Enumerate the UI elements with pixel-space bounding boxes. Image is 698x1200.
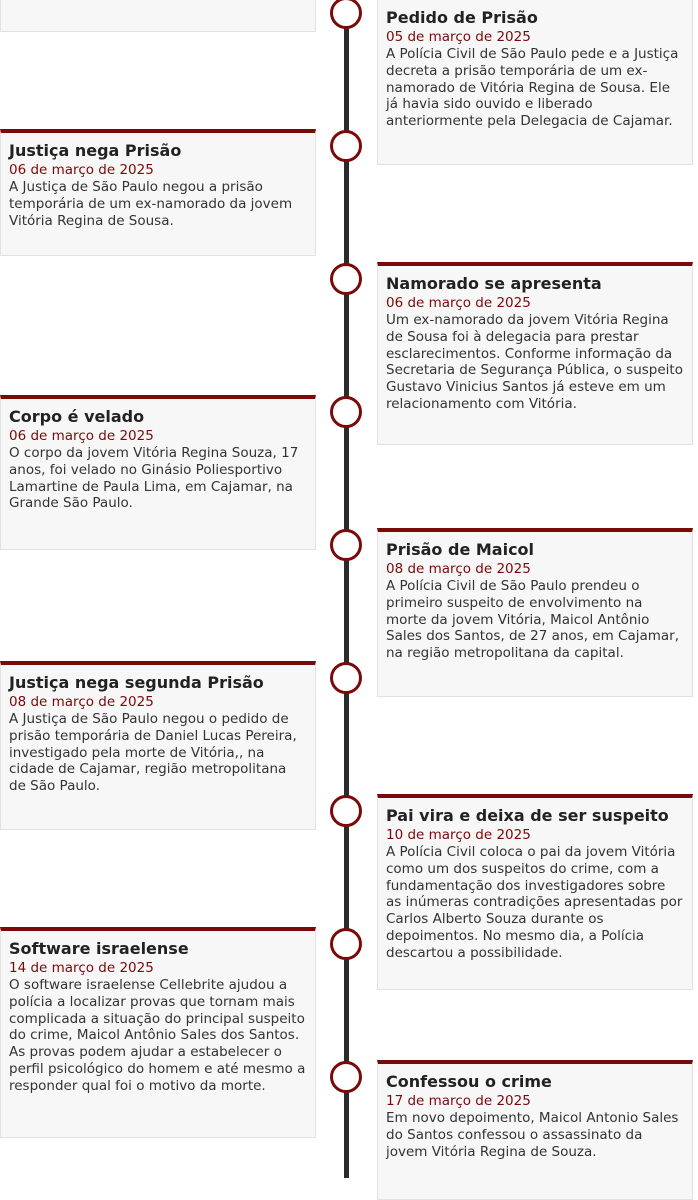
timeline-card: [377, 1060, 693, 1200]
event-text: A Polícia Civil coloca o pai da jovem Vitória como um dos suspeitos do crime, com a fundamentação dos investigadores sobre as inúmeras contradições apresentadas por Carlos Alberto Souza durante os depoimentos. No mesmo dia, a Polícia descartou a possibilidade.: [386, 844, 683, 961]
timeline-card: [0, 129, 316, 256]
timeline-node: [330, 263, 362, 295]
event-date: 06 de março de 2025: [9, 162, 154, 178]
event-title: Corpo é velado: [9, 407, 145, 426]
timeline-node: [330, 130, 362, 162]
timeline-card: [377, 794, 693, 990]
timeline-card: [0, 661, 316, 830]
timeline-card: [377, 0, 693, 165]
event-title: Namorado se apresenta: [386, 274, 602, 293]
event-text: O corpo da jovem Vitória Regina Souza, 17 anos, foi velado no Ginásio Poliesportivo Lamartine de Paula Lima, em Cajamar, na Grande São Paulo.: [9, 445, 299, 512]
event-title: Prisão de Maicol: [386, 540, 535, 559]
timeline-node: [330, 529, 362, 561]
event-date: 14 de março de 2025: [9, 960, 154, 976]
event-date: 10 de março de 2025: [386, 827, 531, 843]
timeline-card: [377, 528, 693, 697]
event-date: 08 de março de 2025: [9, 694, 154, 710]
timeline-node: [330, 795, 362, 827]
timeline-card: [377, 262, 693, 445]
event-title: Confessou o crime: [386, 1072, 552, 1091]
timeline-node: [330, 662, 362, 694]
event-title: Pedido de Prisão: [386, 8, 538, 27]
event-title: Software israelense: [9, 939, 189, 958]
event-text: A Polícia Civil de São Paulo pede e a Justiça decreta a prisão temporária de um ex-namorado de Vitória Regina de Sousa. Ele já havia sido ouvido e liberado anteriormente pela Delegacia de Cajamar.: [386, 46, 679, 130]
event-date: 06 de março de 2025: [9, 428, 154, 444]
event-date: 05 de março de 2025: [386, 29, 531, 45]
event-text: Um ex-namorado da jovem Vitória Regina de Sousa foi à delegacia para prestar esclarecimentos. Conforme informação da Secretaria de Segurança Pública, o suspeito Gustavo Vinicius Santos já esteve em um relacionamento com Vitória.: [386, 312, 683, 412]
event-date: 17 de março de 2025: [386, 1093, 531, 1109]
timeline-card: [0, 927, 316, 1138]
timeline-node: [330, 928, 362, 960]
event-text: A Justiça de São Paulo negou a prisão temporária de um ex-namorado da jovem Vitória Regina de Sousa.: [9, 179, 293, 229]
timeline-card: [0, 395, 316, 550]
previous-card-fragment: [0, 0, 316, 32]
timeline-node: [330, 0, 362, 29]
timeline-axis: [344, 0, 349, 1178]
event-text: Em novo depoimento, Maicol Antonio Sales do Santos confessou o assassinato da jovem Vitória Regina de Souza.: [386, 1110, 679, 1160]
event-title: Justiça nega Prisão: [9, 141, 182, 160]
timeline-node: [330, 1061, 362, 1093]
event-title: Justiça nega segunda Prisão: [9, 673, 264, 692]
event-date: 06 de março de 2025: [386, 295, 531, 311]
timeline-node: [330, 396, 362, 428]
event-date: 08 de março de 2025: [386, 561, 531, 577]
event-title: Pai vira e deixa de ser suspeito: [386, 806, 669, 825]
event-text: O software israelense Cellebrite ajudou a polícia a localizar provas que tornam mais complicada a situação do principal suspeito do crime, Maicol Antônio Sales dos Santos. As provas podem ajudar a estabelecer o perfil psicológico do homem e até mesmo a responder qual foi o motivo da morte.: [9, 977, 306, 1094]
event-text: A Justiça de São Paulo negou o pedido de prisão temporária de Daniel Lucas Pereira, investigado pela morte de Vitória,, na cidade de Cajamar, região metropolitana de São Paulo.: [9, 711, 297, 795]
event-text: A Polícia Civil de São Paulo prendeu o primeiro suspeito de envolvimento na morte da jovem Vitória, Maicol Antônio Sales dos Santos, de 27 anos, em Cajamar, na região metropolitana da capital.: [386, 578, 680, 662]
